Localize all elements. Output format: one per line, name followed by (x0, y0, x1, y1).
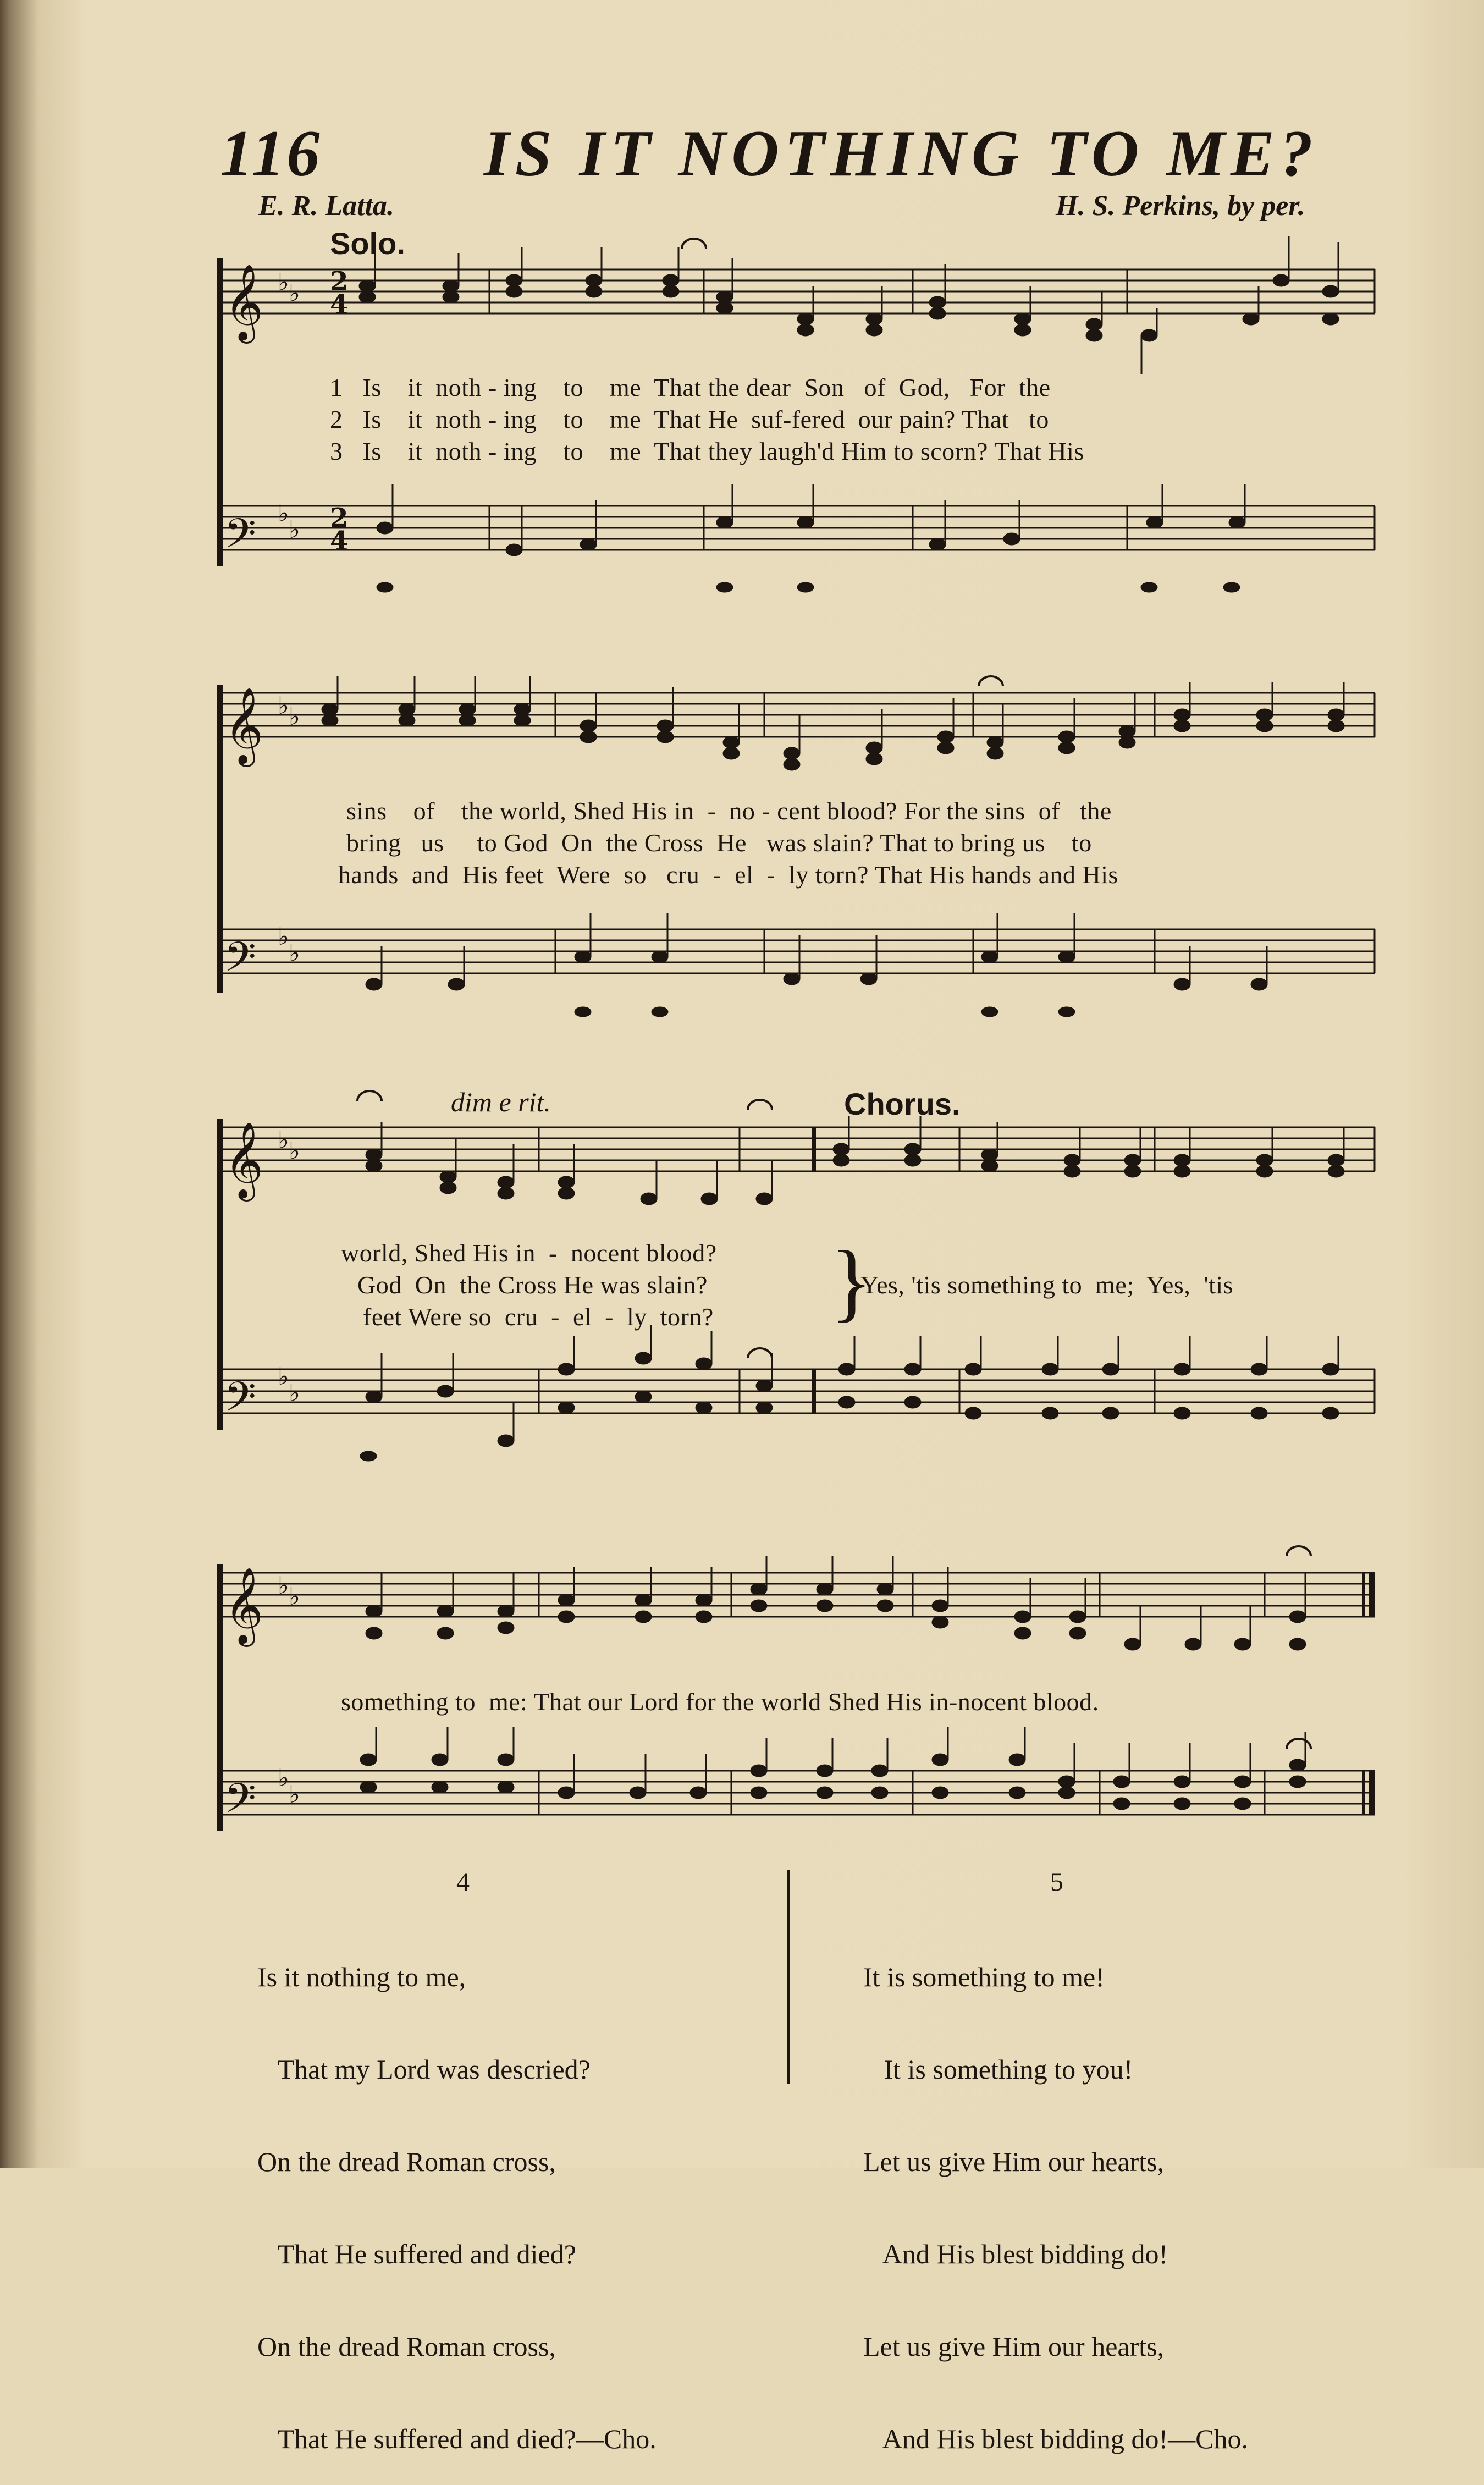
composer-credit: H. S. Perkins, by per. (1056, 190, 1305, 222)
system-2-lyric-verse-1: sins of the world, Shed His in - no - cent blood? For the sins of the (346, 797, 1112, 825)
svg-text:♭: ♭ (278, 268, 289, 296)
verse-5-line: And His blest bidding do!—Cho. (863, 2423, 1249, 2454)
system-1-treble-staff (220, 269, 1375, 313)
svg-text:♭: ♭ (278, 1363, 289, 1391)
svg-text:𝄞: 𝄞 (224, 1122, 263, 1198)
svg-text:𝄢: 𝄢 (224, 933, 256, 991)
svg-text:♭: ♭ (278, 1764, 289, 1792)
svg-text:♭: ♭ (289, 703, 300, 731)
svg-text:𝄞: 𝄞 (224, 1567, 263, 1644)
system-1-lyric-verse-2: 2 Is it noth - ing to me That He suf-fered our pain? That to (330, 405, 1049, 433)
page-title: IS IT NOTHING TO ME? (484, 117, 1319, 190)
chorus-lyric-line-2: something to me: That our Lord for the world Shed His in-nocent blood. (341, 1688, 1099, 1716)
svg-text:♭: ♭ (278, 499, 289, 527)
verse-5-text (863, 1900, 1248, 2485)
lyricist-credit: E. R. Latta. (258, 190, 395, 222)
verse-5-number: 5 (1050, 1867, 1063, 1897)
verse-4-number: 4 (456, 1867, 470, 1897)
system-3-lyric-verse-1: world, Shed His in - nocent blood? (341, 1239, 717, 1267)
system-3-lyric-verse-3: feet Were so cru - el - ly torn? (363, 1303, 714, 1331)
verse-divider (787, 1870, 790, 2084)
system-2-lyric-verse-3: hands and His feet Were so cru - el - ly torn? That His hands and His (338, 861, 1118, 889)
svg-text:♭: ♭ (278, 692, 289, 720)
dynamics-marking: dim e rit. (451, 1087, 551, 1117)
svg-text:4: 4 (330, 289, 349, 320)
verse-4-line: That He suffered and died?—Cho. (257, 2423, 657, 2454)
verse-brace: } (830, 1232, 873, 1330)
system-3-bass-staff (220, 1369, 1375, 1413)
svg-text:𝄢: 𝄢 (224, 1373, 256, 1431)
page-number: 116 (220, 117, 322, 190)
chorus-marking: Chorus. (844, 1087, 961, 1121)
verse-5-line: Let us give Him our hearts, (863, 2146, 1165, 2177)
svg-text:♭: ♭ (289, 279, 300, 307)
verse-4-line: Is it nothing to me, (257, 1961, 466, 1992)
svg-text:𝄞: 𝄞 (224, 687, 263, 764)
solo-marking: Solo. (330, 226, 405, 261)
verse-5-line: It is something to you! (863, 2054, 1133, 2085)
svg-text:4: 4 (330, 526, 349, 556)
system-4-bass-staff (220, 1771, 1375, 1815)
system-1-lyric-verse-1: 1 Is it noth - ing to me That the dear Son of God, For the (330, 373, 1051, 401)
svg-text:♭: ♭ (278, 1126, 289, 1154)
chorus-lyric-line-1: Yes, 'tis something to me; Yes, 'tis (860, 1271, 1234, 1299)
svg-text:♭: ♭ (289, 1583, 300, 1611)
svg-text:♭: ♭ (289, 939, 300, 967)
system-3-treble-staff (220, 1127, 1375, 1171)
svg-text:♭: ♭ (289, 1379, 300, 1407)
svg-text:♭: ♭ (278, 923, 289, 951)
verse-5-line: Let us give Him our hearts, (863, 2331, 1165, 2362)
verse-4-line: On the dread Roman cross, (257, 2331, 556, 2362)
system-2-lyric-verse-2: bring us to God On the Cross He was slain? That to bring us to (346, 829, 1092, 857)
svg-text:♭: ♭ (289, 1137, 300, 1165)
system-2-bass-staff (220, 929, 1375, 973)
svg-text:2: 2 (330, 503, 349, 533)
verse-5-line: And His blest bidding do! (863, 2239, 1168, 2269)
system-2-treble-staff (220, 693, 1375, 737)
svg-text:♭: ♭ (289, 1781, 300, 1809)
verse-4-line: That He suffered and died? (257, 2239, 576, 2269)
system-1-lyric-verse-3: 3 Is it noth - ing to me That they laugh'd Him to scorn? That His (330, 437, 1084, 465)
verse-4-line: On the dread Roman cross, (257, 2146, 556, 2177)
system-3-lyric-verse-2: God On the Cross He was slain? (357, 1271, 708, 1299)
verse-4-text (257, 1900, 657, 2485)
svg-text:𝄞: 𝄞 (224, 264, 263, 340)
svg-text:𝄢: 𝄢 (224, 510, 256, 567)
svg-text:♭: ♭ (278, 1572, 289, 1600)
svg-text:𝄢: 𝄢 (224, 1775, 256, 1832)
svg-text:♭: ♭ (289, 516, 300, 544)
svg-text:2: 2 (330, 266, 349, 297)
verse-4-line: That my Lord was descried? (257, 2054, 591, 2085)
verse-5-line: It is something to me! (863, 1961, 1105, 1992)
